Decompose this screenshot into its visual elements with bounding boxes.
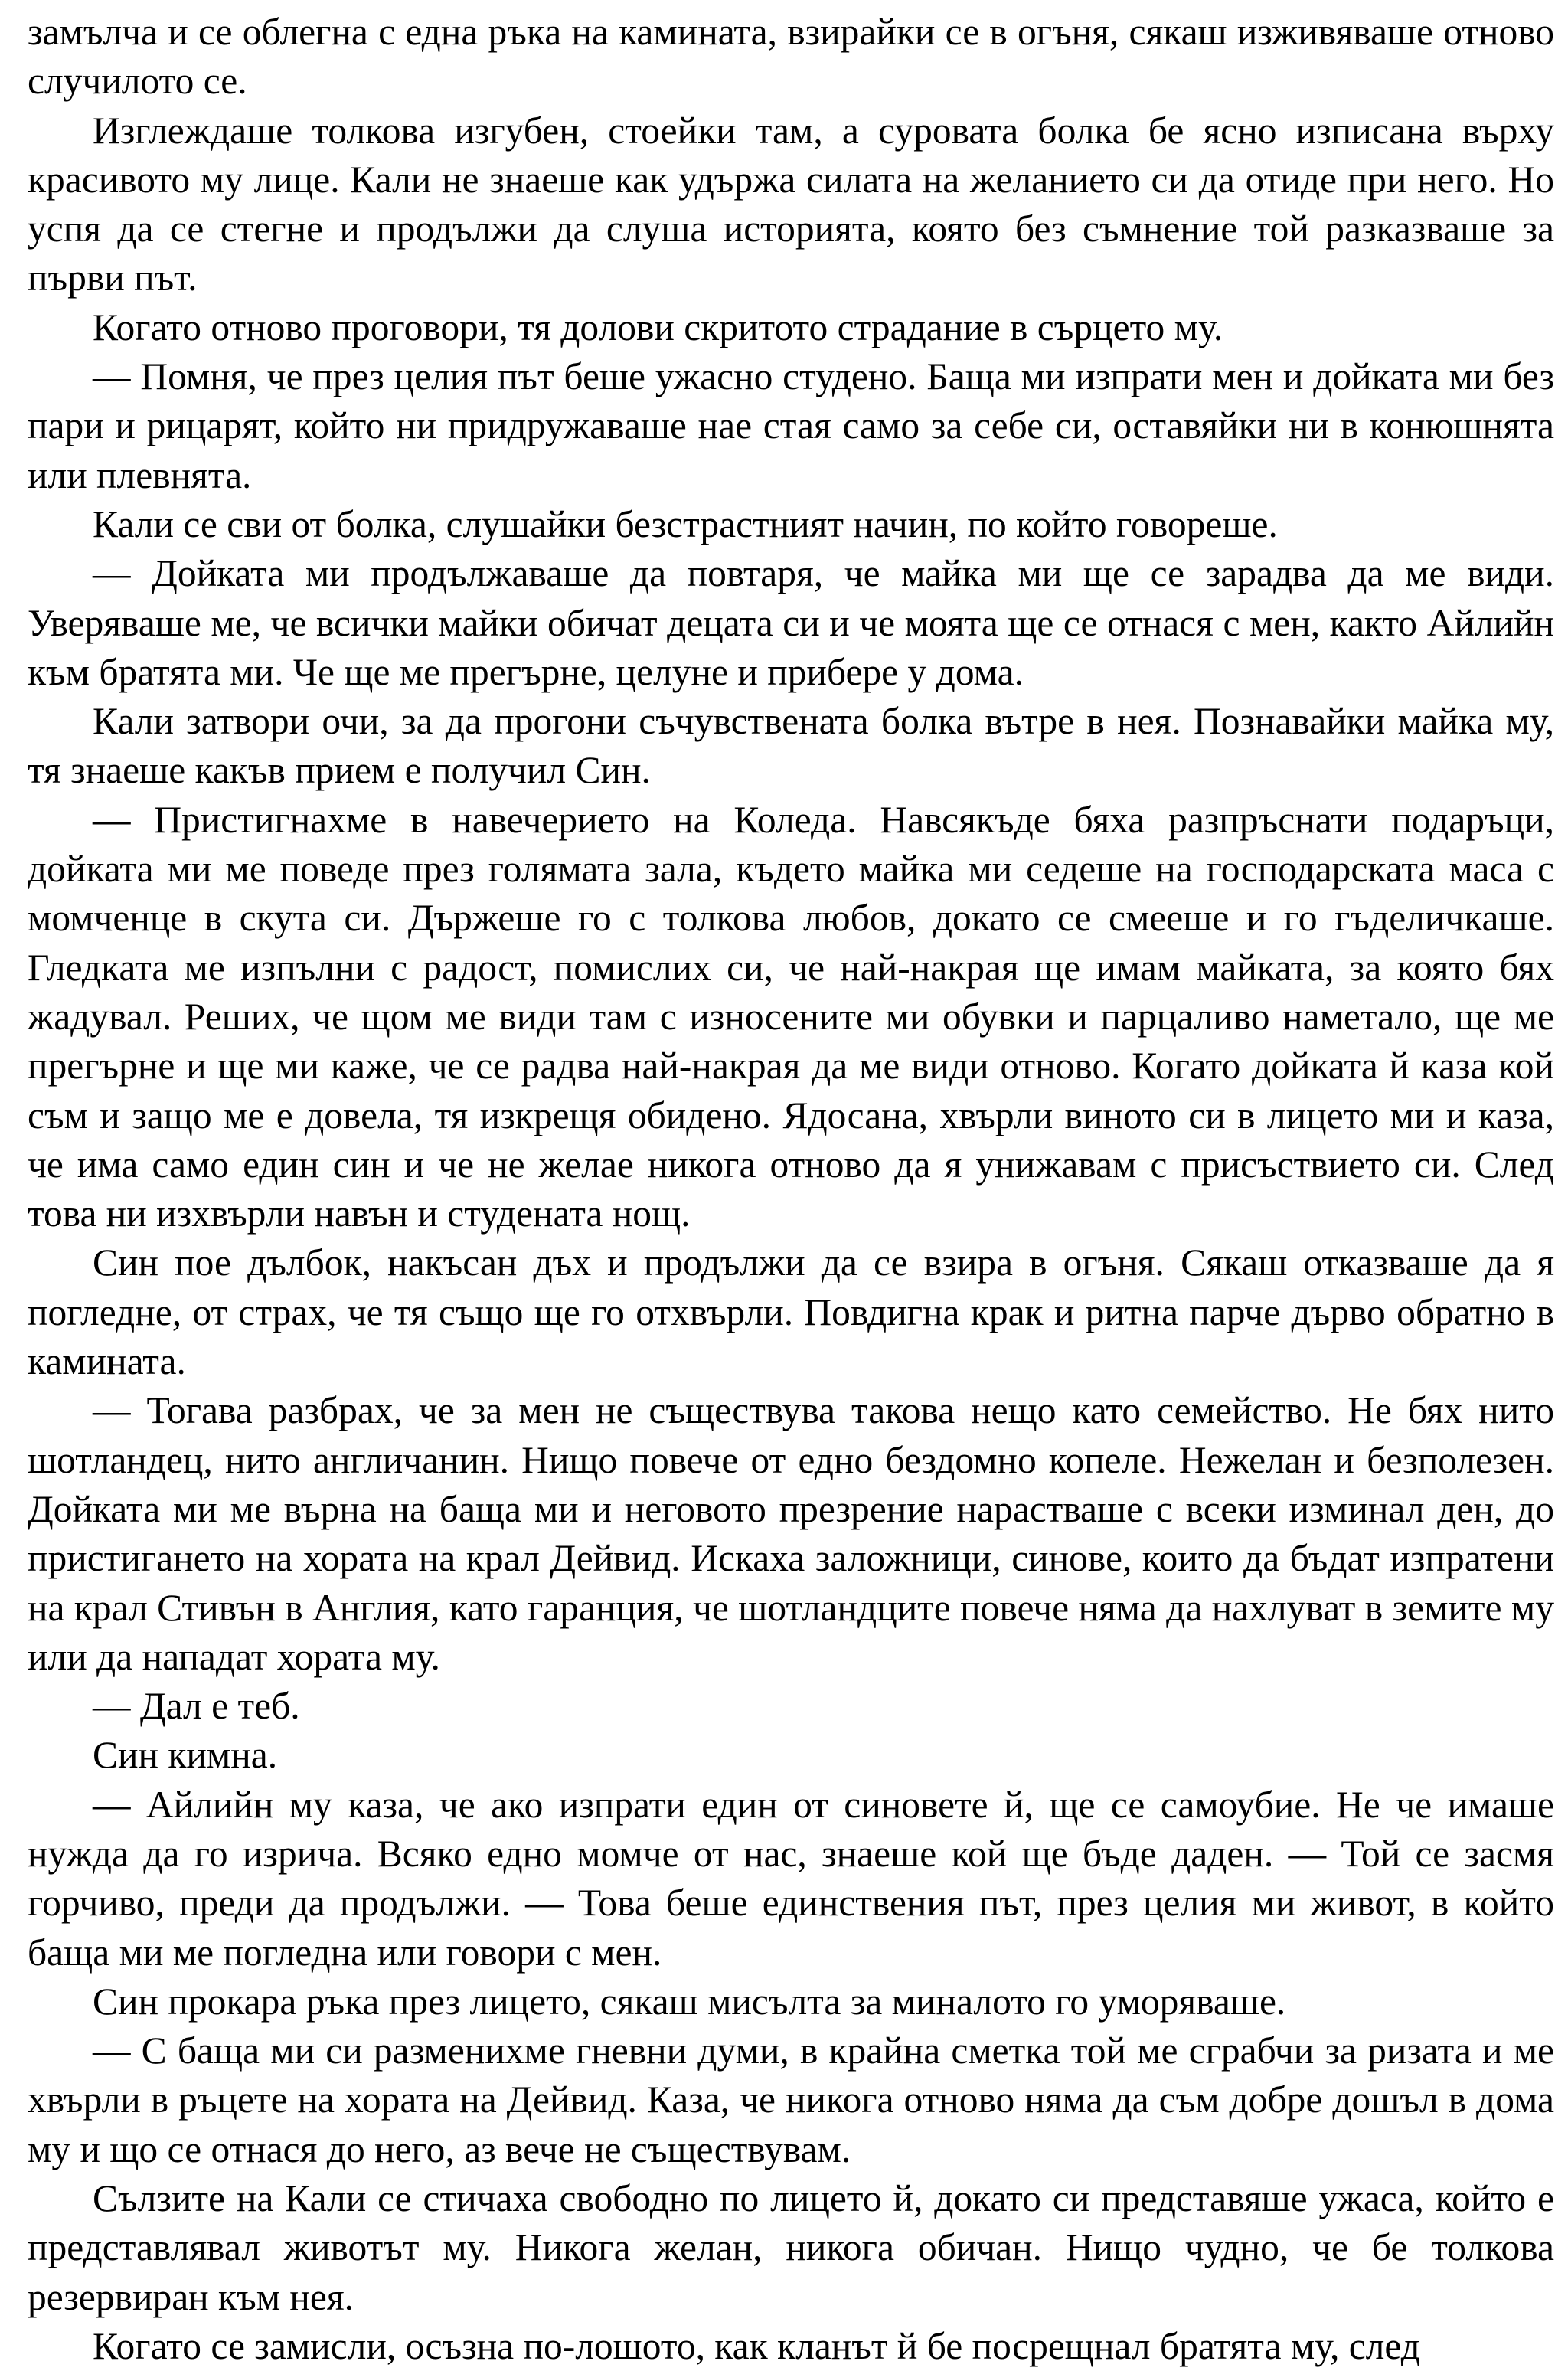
paragraph: Син кимна. (93, 1734, 278, 1777)
paragraph: Син пое дълбок, накъсан дъх и продължи да се взира в огъня. Сякаш отказваше да я погледне, от страх, че тя също ще го отхвърли. Повдигна крак и ритна парче дърво обратно в камината. (28, 1241, 1554, 1383)
paragraph: Когато отново проговори, тя долови скритото страдание в сърцето му. (93, 306, 1223, 348)
paragraph-continued: замълча и се облегна с една ръка на камината, взирайки се в огъня, сякаш изживяваше отново случилото се. (28, 11, 1554, 103)
paragraph: Кали затвори очи, за да прогони съчувствената болка вътре в нея. Познавайки майка му, тя знаеше какъв прием е получил Син. (28, 700, 1554, 792)
document-page (28, 8, 1554, 2371)
dialogue-paragraph: — Тогава разбрах, че за мен не съществува такова нещо като семейство. Не бях нито шотландец, нито англичанин. Нищо повече от едно бездомно копеле. Нежелан и безполезен. Дойката ми ме върна на баща ми и неговото презрение нарастваше с всеки изминал ден, до пристигането на хората на крал Дейвид. Искаха заложници, синове, които да бъдат изпратени на крал Стивън в Англия, като гаранция, че шотландците повече няма да нахлуват в земите му или да нападат хората му. (28, 1389, 1554, 1678)
paragraph: Изглеждаше толкова изгубен, стоейки там, а суровата болка бе ясно изписана върху красивото му лице. Кали не знаеше как удържа силата на желанието си да отиде при него. Но успя да се стегне и продължи да слуша историята, която без съмнение той разказваше за първи път. (28, 109, 1554, 299)
paragraph: Кали се сви от болка, слушайки безстрастният начин, по който говореше. (93, 502, 1278, 545)
paragraph: Сълзите на Кали се стичаха свободно по лицето й, докато си представяше ужаса, който е представлявал животът му. Никога желан, никога обичан. Нищо чудно, че бе толкова резервиран към нея. (28, 2177, 1554, 2318)
paragraph-last: Когато се замисли, осъзна по-лошото, как кланът й бе посрещнал братята му, след (93, 2324, 1420, 2367)
dialogue-paragraph: — С баща ми си разменихме гневни думи, в крайна сметка той ме сграбчи за ризата и ме хвърли в ръцете на хората на Дейвид. Каза, че никога отново няма да съм добре дошъл в дома му и що се отнася до него, аз вече не съществувам. (28, 2029, 1554, 2170)
dialogue-paragraph: — Пристигнахме в навечерието на Коледа. Навсякъде бяха разпръснати подаръци, дойката ми ме поведе през голямата зала, където майка ми седеше на господарската маса с момченце в скута си. Държеше го с толкова любов, докато се смееше и го гъделичкаше. Гледката ме изпълни с радост, помислих си, че най-накрая ще имам майката, за която бях жадувал. Реших, че щом ме види там с износените ми обувки и парцаливо наметало, ще ме прегърне и ще ми каже, че се радва най-накрая да ме види отново. Когато дойката й каза кой съм и защо ме е довела, тя изкрещя обидено. Ядосана, хвърли виното си в лицето ми и каза, че има само един син и че не желае никога отново да я унижавам с присъствието си. След това ни изхвърли навън и студената нощ. (28, 798, 1554, 1235)
dialogue-paragraph: — Айлийн му каза, че ако изпрати един от синовете й, ще се самоубие. Не че имаше нужда да го изрича. Всяко едно момче от нас, знаеше кой ще бъде даден. — Той се засмя горчиво, преди да продължи. — Това беше единствения път, през целия ми живот, в който баща ми ме погледна или говори с мен. (28, 1783, 1554, 1974)
dialogue-paragraph: — Помня, че през целия път беше ужасно студено. Баща ми изпрати мен и дойката ми без пари и рицарят, който ни придружаваше нае стая само за себе си, оставяйки ни в конюшнята или плевнята. (28, 355, 1554, 496)
paragraph: Син прокара ръка през лицето, сякаш мисълта за миналото го уморяваше. (93, 1980, 1286, 2023)
dialogue-paragraph: — Дойката ми продължаваше да повтаря, че майка ми ще се зарадва да ме види. Уверяваше ме, че всички майки обичат децата си и че моята ще се отнася с мен, както Айлийн към братята ми. Че ще ме прегърне, целуне и прибере у дома. (28, 552, 1554, 693)
dialogue-paragraph: — Дал е теб. (93, 1685, 300, 1728)
